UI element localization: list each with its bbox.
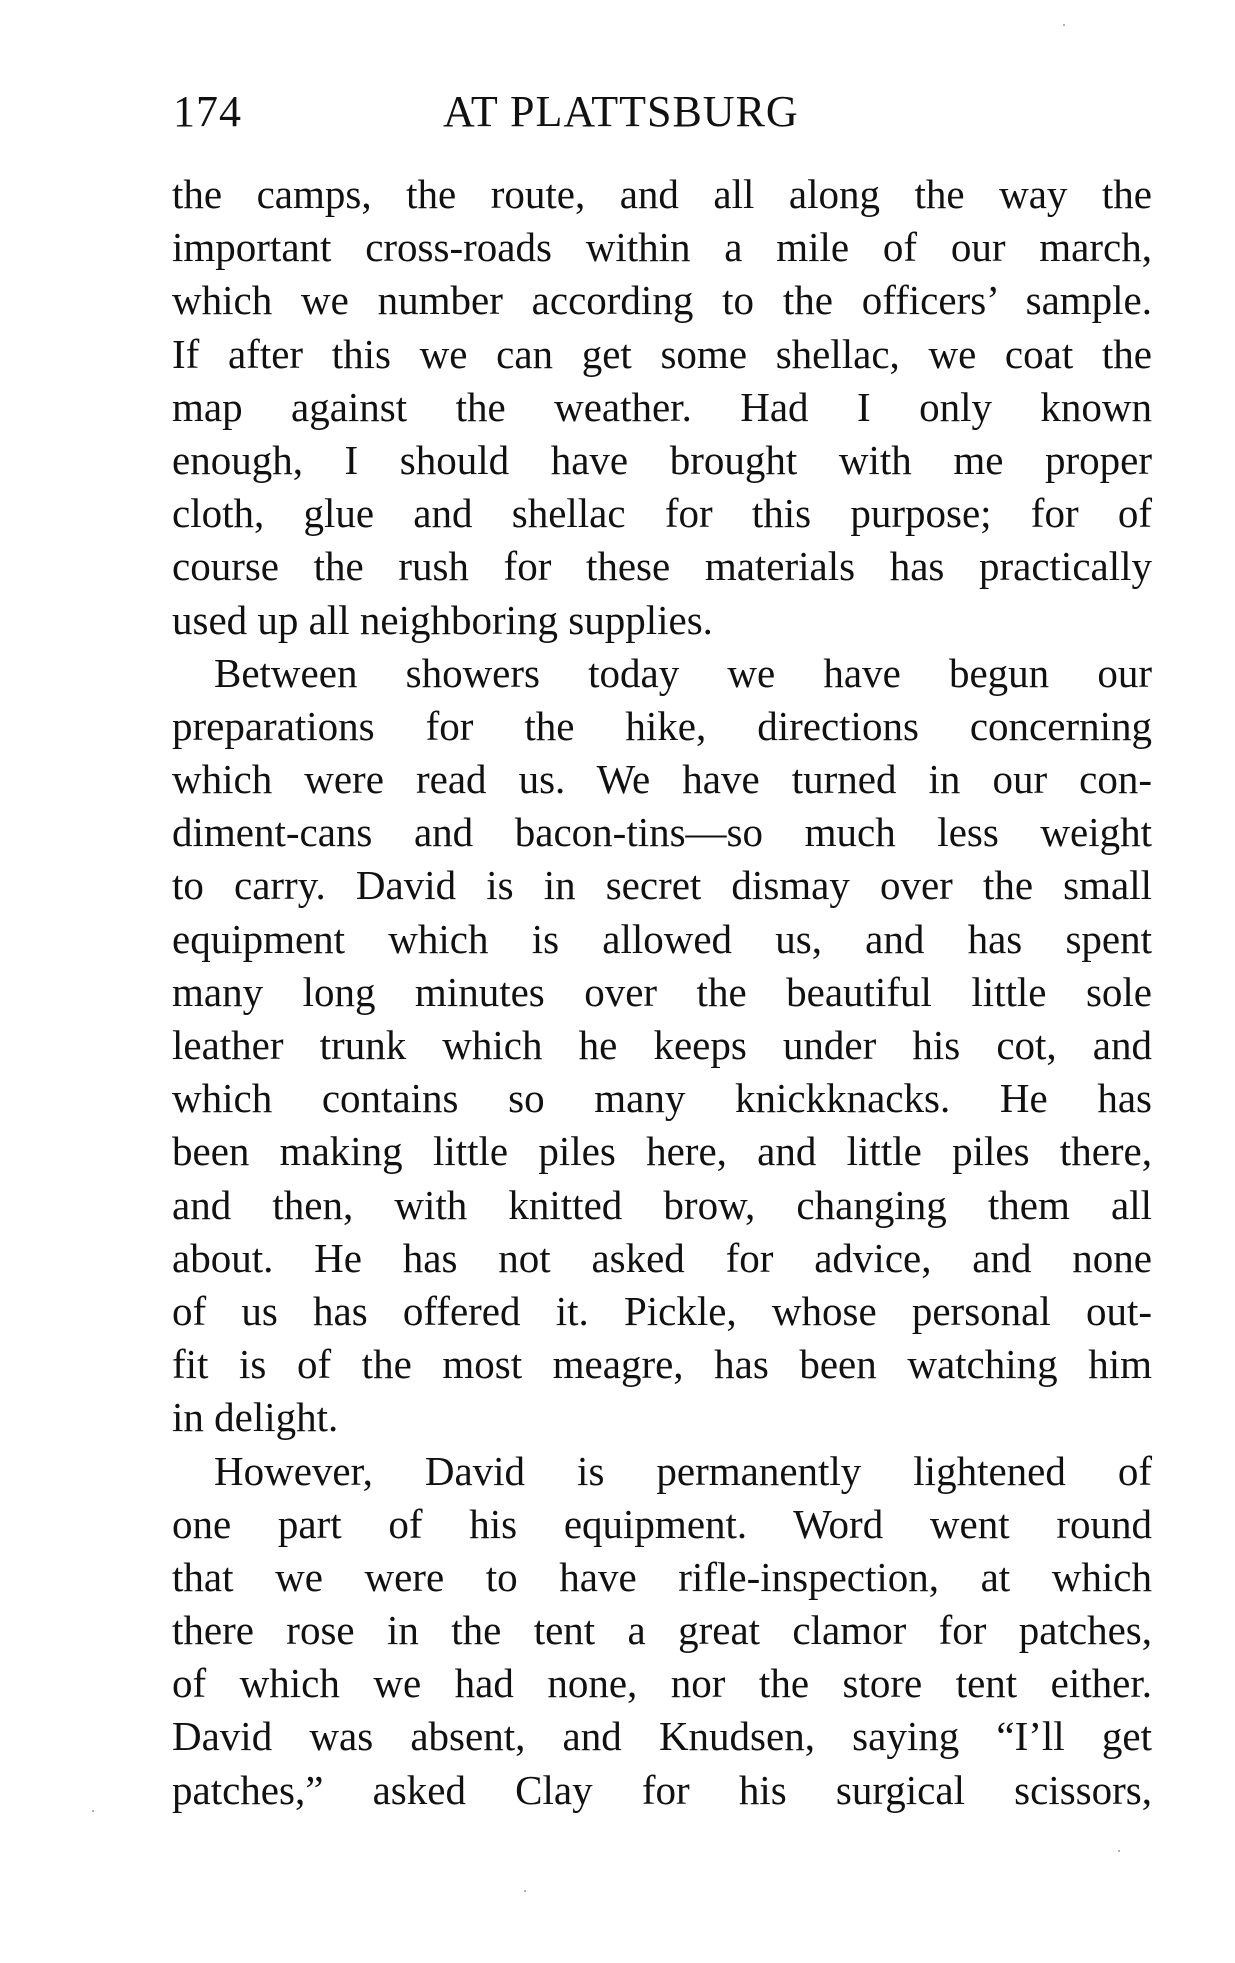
text-line: fit is of the most meagre, has been watching him [172, 1341, 1152, 1388]
text-line: course the rush for these materials has practically [172, 543, 1152, 590]
text-line: preparations for the hike, directions concerning [172, 702, 1152, 749]
text-line: enough, I should have brought with me proper [172, 436, 1152, 483]
text-line: David was absent, and Knudsen, saying “I’ll get [172, 1713, 1152, 1760]
text-line: been making little piles here, and little piles there, [172, 1128, 1152, 1175]
text-line: and then, with knitted brow, changing them all [172, 1181, 1152, 1228]
text-line: diment-cans and bacon-tins—so much less weight [172, 809, 1152, 856]
text-line: cloth, glue and shellac for this purpose; for of [172, 490, 1152, 537]
text-line: of us has offered it. Pickle, whose personal out- [172, 1287, 1152, 1334]
text-line: one part of his equipment. Word went round [172, 1500, 1152, 1547]
paper-speck [524, 1890, 526, 1892]
text-line: there rose in the tent a great clamor for patches, [172, 1607, 1152, 1654]
paper-speck [92, 1810, 94, 1812]
text-line: which contains so many knickknacks. He has [172, 1075, 1152, 1122]
body-text [172, 168, 1152, 1817]
paper-speck [1118, 1850, 1120, 1852]
text-line: Between showers today we have begun our [214, 649, 1152, 696]
text-line: of which we had none, nor the store tent either. [172, 1660, 1152, 1707]
text-line: leather trunk which he keeps under his cot, and [172, 1022, 1152, 1068]
text-line: However, David is permanently lightened of [214, 1447, 1152, 1494]
text-line: which we number according to the officers’ sample. [172, 277, 1152, 324]
text-line: equipment which is allowed us, and has spent [172, 915, 1152, 962]
paper-speck [1063, 24, 1065, 26]
text-line: patches,” asked Clay for his surgical scissors, [172, 1766, 1152, 1813]
text-line: the camps, the route, and all along the way the [172, 171, 1152, 217]
text-line: in delight. [172, 1394, 339, 1441]
page-header [173, 84, 893, 140]
text-line: used up all neighboring supplies. [172, 596, 713, 643]
text-line: map against the weather. Had I only known [172, 383, 1152, 430]
text-line: that we were to have rifle-inspection, at which [172, 1553, 1152, 1600]
text-line: If after this we can get some shellac, we coat the [172, 330, 1152, 377]
text-line: which were read us. We have turned in our con- [172, 756, 1152, 803]
running-head: AT PLATTSBURG [443, 87, 799, 136]
page-number: 174 [173, 87, 242, 136]
text-line: important cross-roads within a mile of our march, [172, 224, 1152, 271]
text-line: to carry. David is in secret dismay over the small [172, 862, 1152, 909]
text-line: many long minutes over the beautiful little sole [172, 968, 1152, 1015]
text-line: about. He has not asked for advice, and none [172, 1234, 1152, 1281]
